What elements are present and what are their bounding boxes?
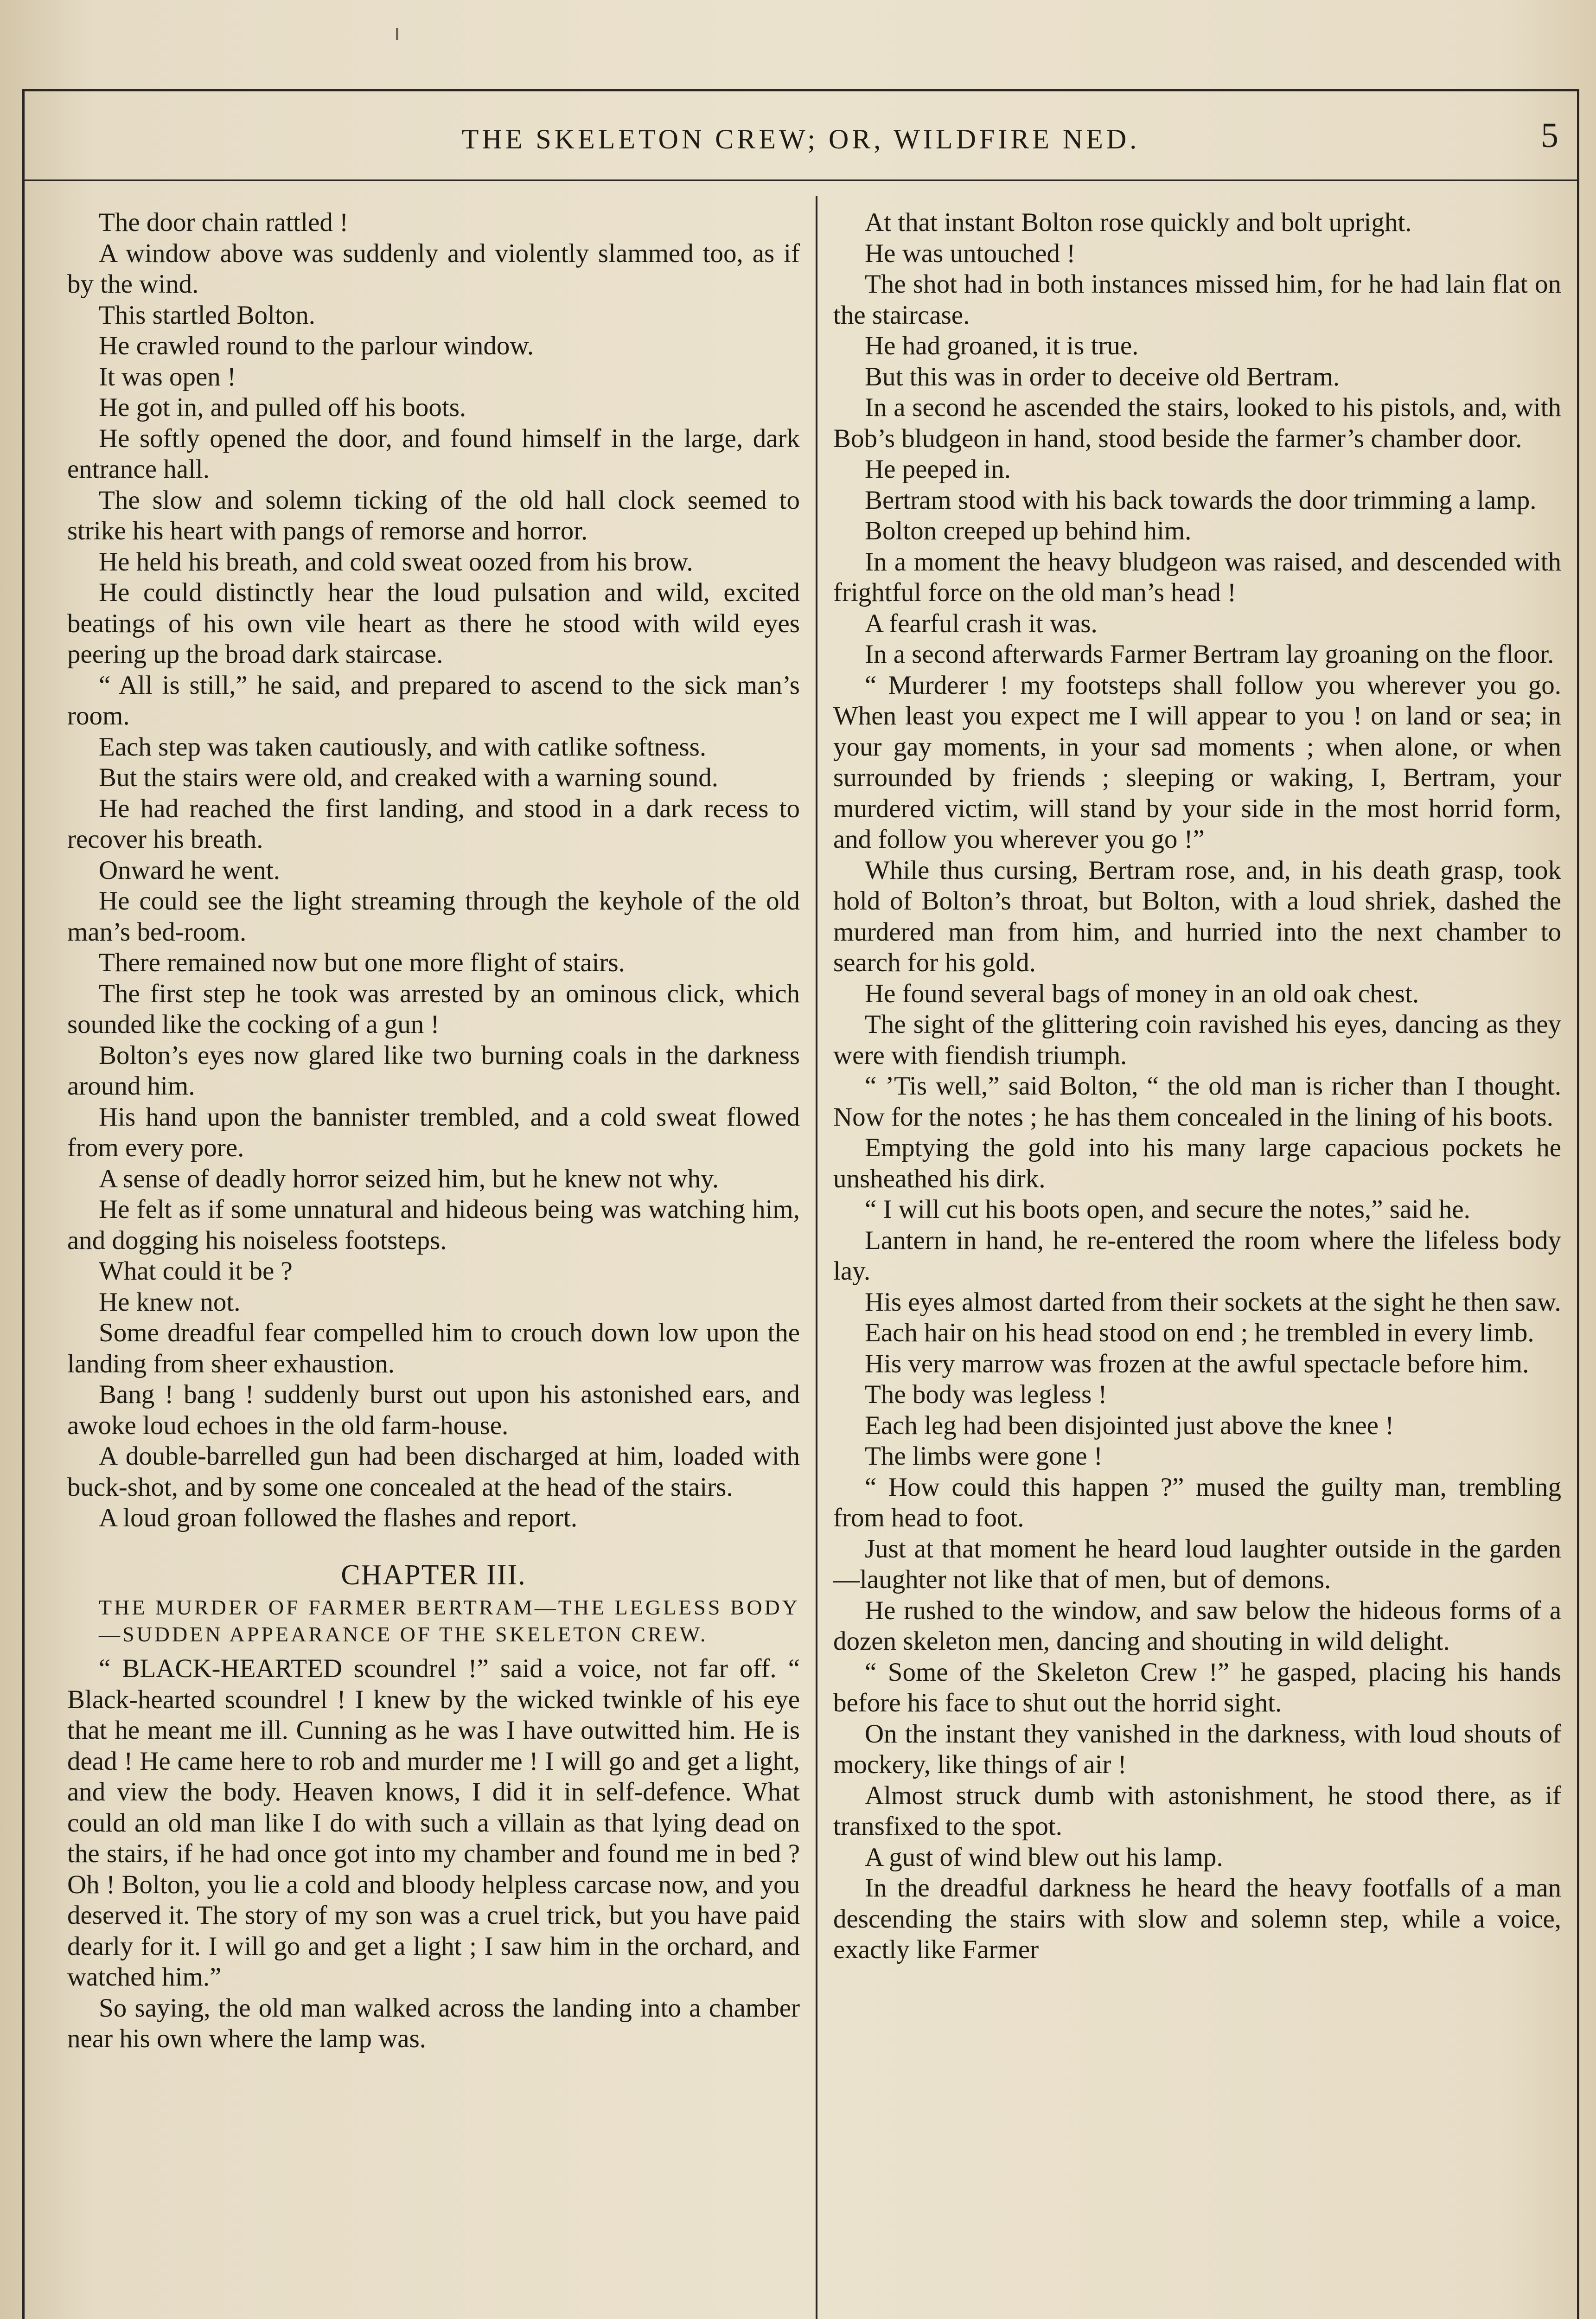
paragraph: The body was legless !: [865, 1380, 1107, 1409]
paragraph: “ All is still,” he said, and prepared to ascend to the sick man’s room.: [67, 670, 800, 730]
chapter-title: CHAPTER III.: [341, 1559, 526, 1591]
paragraph: He could distinctly hear the loud pulsation and wild, excited beatings of his own vile heart as there he stood with wild eyes peering up the broad dark staircase.: [67, 578, 800, 669]
paragraph: Lantern in hand, he re-entered the room where the lifeless body lay.: [833, 1225, 1561, 1286]
left-column-paragraphs-after-chapter: [67, 1653, 800, 2055]
paragraph: “ I will cut his boots open, and secure the notes,” said he.: [865, 1195, 1470, 1224]
paragraph: “ How could this happen ?” mused the guilty man, trembling from head to foot.: [833, 1472, 1561, 1532]
paragraph: But the stairs were old, and creaked with a warning sound.: [99, 763, 718, 792]
paragraph: He could see the light streaming through the keyhole of the old man’s bed-room.: [67, 886, 800, 947]
header-rule: [25, 179, 1577, 181]
paragraph: Bertram stood with his back towards the door trimming a lamp.: [865, 485, 1537, 515]
paragraph: He knew not.: [99, 1287, 241, 1317]
paragraph: Bolton’s eyes now glared like two burning coals in the darkness around him.: [67, 1040, 800, 1101]
paragraph: The sight of the glittering coin ravished his eyes, dancing as they were with fiendish triumph.: [833, 1010, 1561, 1070]
paragraph: In a second afterwards Farmer Bertram lay groaning on the floor.: [865, 640, 1554, 669]
print-speck: [396, 28, 398, 40]
paragraph: He held his breath, and cold sweat oozed from his brow.: [99, 547, 693, 577]
paragraph: But this was in order to deceive old Bertram.: [865, 362, 1340, 391]
chapter-summary-text: THE MURDER OF FARMER BERTRAM—THE LEGLESS BODY—SUDDEN APPEARANCE OF THE SKELETON CREW.: [99, 1595, 800, 1646]
paragraph: Each step was taken cautiously, and with catlike softness.: [99, 732, 707, 762]
paragraph: Some dreadful fear compelled him to crouch down low upon the landing from sheer exhaustion.: [67, 1318, 800, 1378]
paragraph: What could it be ?: [99, 1256, 293, 1286]
paragraph: A sense of deadly horror seized him, but he knew not why.: [99, 1164, 719, 1193]
paragraph: His eyes almost darted from their sockets at the sight he then saw.: [865, 1287, 1561, 1317]
paragraph: In a moment the heavy bludgeon was raised, and descended with frightful force on the old man’s head !: [833, 547, 1561, 607]
paragraph: There remained now but one more flight of stairs.: [99, 948, 625, 977]
paragraph: He crawled round to the parlour window.: [99, 331, 534, 360]
paragraph: On the instant they vanished in the darkness, with loud shouts of mockery, like things of air !: [833, 1719, 1561, 1779]
right-column: [833, 207, 1561, 1966]
paragraph: Bolton creeped up behind him.: [865, 516, 1192, 545]
paragraph: A double-barrelled gun had been discharged at him, loaded with buck-shot, and by some one concealed at the head of the stairs.: [67, 1441, 800, 1502]
paragraph: The shot had in both instances missed him, for he had lain flat on the staircase.: [833, 269, 1561, 330]
paragraph: He softly opened the door, and found himself in the large, dark entrance hall.: [67, 423, 800, 484]
column-divider: [816, 196, 817, 2319]
paragraph: Almost struck dumb with astonishment, he stood there, as if transfixed to the spot.: [833, 1781, 1561, 1841]
left-column-paragraphs: [67, 207, 800, 1534]
paragraph: This startled Bolton.: [99, 300, 316, 330]
paragraph: At that instant Bolton rose quickly and bolt upright.: [865, 208, 1412, 237]
paragraph: He got in, and pulled off his boots.: [99, 393, 466, 422]
paragraph: He had groaned, it is true.: [865, 331, 1139, 360]
paragraph: He had reached the first landing, and stood in a dark recess to recover his breath.: [67, 794, 800, 854]
paragraph: In a second he ascended the stairs, looked to his pistols, and, with Bob’s bludgeon in hand, stood beside the farmer’s chamber door.: [833, 393, 1561, 453]
paragraph: Onward he went.: [99, 855, 280, 885]
paragraph: He rushed to the window, and saw below the hideous forms of a dozen skeleton men, dancing and shouting in wild delight.: [833, 1595, 1561, 1656]
paragraph: He was untouched !: [865, 238, 1076, 268]
paragraph: The limbs were gone !: [865, 1441, 1103, 1471]
paragraph: A gust of wind blew out his lamp.: [865, 1842, 1223, 1872]
right-column-paragraphs: [833, 207, 1561, 1966]
paragraph: He found several bags of money in an old oak chest.: [865, 979, 1419, 1008]
paragraph: He peeped in.: [865, 455, 1011, 484]
chapter-summary: [67, 1594, 800, 1648]
paragraph: While thus cursing, Bertram rose, and, in his death grasp, took hold of Bolton’s throat, but Bolton, with a loud shriek, dashed the murdered man from him, and hurried into the next chamber to search for his gold.: [833, 855, 1561, 977]
paragraph: Emptying the gold into his many large capacious pockets he unsheathed his dirk.: [833, 1133, 1561, 1193]
paragraph: His hand upon the bannister trembled, and a cold sweat flowed from every pore.: [67, 1102, 800, 1162]
page-frame: [22, 89, 1579, 2319]
paragraph: Each leg had been disjointed just above the knee !: [865, 1410, 1394, 1440]
left-column: [67, 207, 800, 2055]
paragraph: In the dreadful darkness he heard the heavy footfalls of a man descending the stairs with slow and solemn step, while a voice, exactly like Farmer: [833, 1873, 1561, 1964]
paragraph: So saying, the old man walked across the landing into a chamber near his own where the lamp was.: [67, 1993, 800, 2053]
page-number: 5: [1541, 116, 1558, 155]
paragraph: A window above was suddenly and violently slammed too, as if by the wind.: [67, 238, 800, 299]
paragraph: He felt as if some unnatural and hideous being was watching him, and dogging his noiseless footsteps.: [67, 1195, 800, 1255]
running-title: THE SKELETON CREW; OR, WILDFIRE NED.: [461, 124, 1140, 154]
paragraph: Bang ! bang ! suddenly burst out upon his astonished ears, and awoke loud echoes in the old farm-house.: [67, 1380, 800, 1440]
paragraph: It was open !: [99, 362, 236, 391]
paragraph: The first step he took was arrested by an ominous click, which sounded like the cocking of a gun !: [67, 979, 800, 1039]
paragraph: Each hair on his head stood on end ; he trembled in every limb.: [865, 1318, 1534, 1347]
paragraph: The door chain rattled !: [99, 208, 349, 237]
paragraph: Just at that moment he heard loud laughter outside in the garden—laughter not like that of men, but of demons.: [833, 1534, 1561, 1594]
paragraph: His very marrow was frozen at the awful spectacle before him.: [865, 1349, 1529, 1378]
paragraph: The slow and solemn ticking of the old hall clock seemed to strike his heart with pangs of remorse and horror.: [67, 485, 800, 545]
paragraph: “ Some of the Skeleton Crew !” he gasped, placing his hands before his face to shut out the horrid sight.: [833, 1657, 1561, 1717]
paragraph: “ ’Tis well,” said Bolton, “ the old man is richer than I thought. Now for the notes ; he has them concealed in the lining of his boots.: [833, 1071, 1561, 1132]
paragraph: A fearful crash it was.: [865, 609, 1098, 638]
paragraph: “ Murderer ! my footsteps shall follow you wherever you go. When least you expect me I will appear to you ! on land or sea; in your gay moments, in your sad moments ; when alone, or when surrounded by friends ; sleeping or waking, I, Bertram, your murdered victim, will stand by your side in the most horrid form, and follow you wherever you go !”: [833, 670, 1561, 854]
paragraph: “ BLACK-HEARTED scoundrel !” said a voice, not far off. “ Black-hearted scoundrel ! I knew by the wicked twinkle of his eye that he meant me ill. Cunning as he was I have outwitted him. He is dead ! He came here to rob and murder me ! I will go and get a light, and view the body. Heaven knows, I did it in self-defence. What could an old man like I do with such a villain as that lying dead on the stairs, if he had once got into my chamber and found me in bed ? Oh ! Bolton, you lie a cold and bloody helpless carcase now, and you deserved it. The story of my son was a cruel trick, but you have paid dearly for it. I will go and get a light ; I saw him in the orchard, and watched him.”: [67, 1654, 800, 1992]
paragraph: A loud groan followed the flashes and report.: [99, 1503, 578, 1532]
